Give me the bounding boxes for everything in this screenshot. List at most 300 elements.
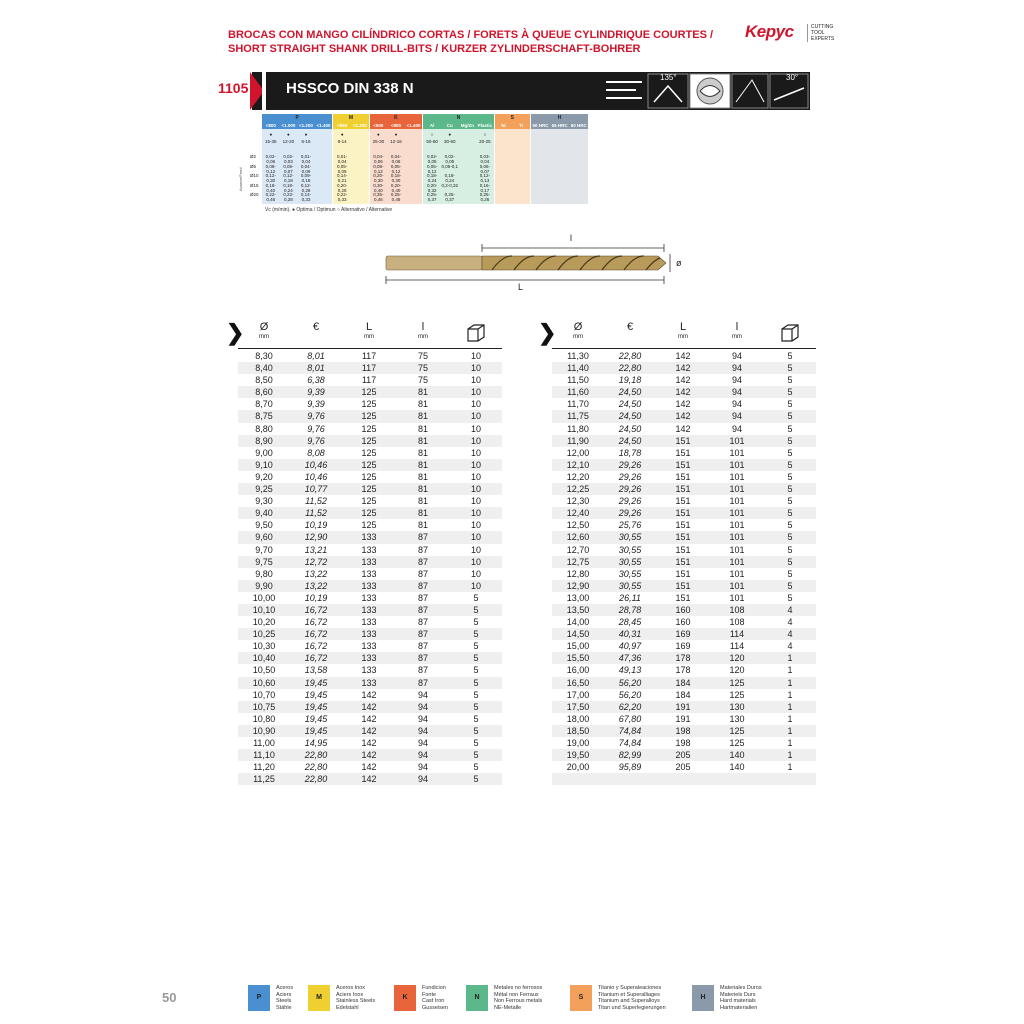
total-length-header (342, 322, 396, 341)
diameter-cell: 18,00 (566, 713, 590, 724)
sizes-table-right (552, 350, 816, 785)
table-row (238, 519, 502, 531)
total-length-cell: 142 (342, 701, 396, 713)
total-length-cell: 133 (361, 665, 377, 676)
flute-length-cell: 94 (710, 362, 764, 374)
feed-value: 0,08-0,12 (265, 163, 276, 174)
diameter-cell: 11,50 (567, 375, 589, 386)
material-key-text (598, 985, 678, 1011)
price-cell: 22,80 (290, 749, 342, 761)
diameter-header-unit: mm (259, 334, 269, 340)
table-row (238, 423, 502, 435)
flute-length-cell: 101 (729, 568, 745, 579)
total-length-cell: 133 (361, 617, 377, 628)
price-cell: 24,50 (604, 410, 656, 422)
price-cell: 56,20 (618, 689, 642, 700)
flute-length-header-symbol: l (735, 321, 739, 333)
split-point-icon (690, 74, 730, 108)
catalog-header (228, 28, 728, 56)
total-length-cell: 133 (342, 677, 396, 689)
material-subgroup-label: <1.200 (352, 123, 367, 128)
price-cell: 74,84 (618, 738, 642, 748)
vc-range: 25-30 (372, 139, 385, 144)
flute-length-cell: 108 (710, 604, 764, 616)
total-length-cell: 142 (342, 749, 396, 761)
pack-qty-cell: 5 (787, 375, 793, 386)
price-cell: 8,01 (307, 351, 325, 361)
total-length-cell: 142 (675, 375, 691, 386)
pack-qty-cell: 10 (450, 410, 502, 422)
table-row (238, 386, 502, 398)
pack-qty-cell: 5 (450, 628, 502, 640)
feed-value: 0,22-0,46 (265, 192, 276, 202)
brand-tagline: CUTTING TOOL EXPERTS (807, 24, 834, 42)
total-length-cell: 198 (656, 725, 710, 737)
pack-qty-cell: 4 (764, 628, 816, 640)
table-row (552, 471, 816, 483)
diameter-cell: 12,00 (566, 447, 590, 458)
vc-mark: ○ (483, 132, 487, 137)
material-key-line: Steels (276, 998, 292, 1004)
material-subgroups (531, 122, 588, 129)
diameter-cell: 10,30 (252, 641, 276, 652)
vc-range: 50-60 (426, 139, 438, 144)
table-row (238, 592, 502, 604)
table-row (552, 519, 816, 531)
table-row (238, 773, 502, 785)
pack-qty-cell: 5 (450, 725, 502, 737)
flute-length-cell: 87 (417, 592, 428, 603)
material-subgroup-label: <1.000 (281, 123, 296, 128)
pack-qty-cell: 4 (787, 617, 793, 628)
table-row (552, 398, 816, 410)
flute-length-cell: 94 (710, 410, 764, 422)
material-subgroups (370, 122, 423, 129)
flute-length-cell: 108 (729, 617, 745, 628)
total-length-cell: 151 (656, 435, 710, 447)
price-cell: 28,45 (618, 617, 642, 628)
pack-qty-cell: 5 (764, 507, 816, 519)
vc-range-row (495, 138, 530, 147)
table-row (552, 459, 816, 471)
price-cell: 56,20 (604, 677, 656, 689)
feed-value: 0,25-0,37 (444, 192, 455, 202)
price-cell: 25,76 (618, 520, 642, 531)
flute-length-cell: 87 (396, 677, 450, 689)
header-line-1: BROCAS CON MANGO CILÍNDRICO CORTAS / FORETS À QUEUE CYLINDRIQUE COURTES / (228, 29, 714, 41)
table-row (238, 580, 502, 592)
feed-value: 0,14-0,33 (300, 192, 312, 202)
drill-bit-drawing (382, 232, 692, 292)
pack-qty-cell: 5 (787, 423, 793, 434)
feed-value: 0,18-0,24 (427, 173, 438, 183)
total-length-header-symbol: L (679, 321, 687, 333)
diameter-cell: 12,25 (552, 483, 604, 495)
vc-range-row (333, 138, 368, 147)
price-cell: 10,46 (304, 471, 328, 482)
flute-length-cell: 81 (396, 410, 450, 422)
material-subgroup-label: 60 HRC (570, 123, 587, 128)
feed-value: 0,09-0,18 (300, 173, 312, 183)
price-cell: 9,76 (290, 435, 342, 447)
table-row (238, 374, 502, 386)
total-length-cell: 151 (656, 507, 710, 519)
material-group-label: S (495, 114, 530, 122)
feed-diameter: Ø20 (250, 192, 259, 197)
table-row (238, 725, 502, 737)
diameter-header (238, 322, 290, 341)
total-length-cell: 142 (342, 725, 396, 737)
diameter-cell: 8,90 (238, 435, 290, 447)
flute-length-cell: 81 (417, 496, 428, 507)
flute-length-header (396, 322, 450, 341)
material-subgroup-label: Cu (446, 123, 453, 128)
pack-qty-cell: 5 (787, 520, 793, 531)
total-length-cell: 151 (656, 483, 710, 495)
feed-value: 0,20-0,28 (337, 182, 348, 193)
material-subgroup-label: Al (429, 123, 435, 128)
pack-qty-cell: 1 (764, 652, 816, 664)
price-cell: 24,50 (604, 435, 656, 447)
flute-length-cell: 101 (729, 520, 745, 531)
price-cell: 16,72 (290, 652, 342, 664)
pack-qty-cell: 10 (450, 580, 502, 592)
total-length-cell: 142 (656, 410, 710, 422)
total-length-cell: 160 (675, 617, 691, 628)
flute-length-cell: 101 (729, 544, 745, 555)
flute-length-label: l (570, 233, 572, 243)
table-row (552, 604, 816, 616)
table-row (238, 701, 502, 713)
diameter-cell: 10,90 (238, 725, 290, 737)
total-length-cell: 125 (361, 496, 377, 507)
material-key-line: NE-Metalle (494, 1004, 522, 1011)
material-subgroups (423, 122, 493, 129)
material-subgroup-label: Mg/Zn (460, 123, 474, 128)
flute-length-cell: 94 (731, 423, 742, 434)
price-cell: 95,89 (618, 762, 642, 773)
pack-qty-cell: 5 (764, 483, 816, 495)
header-rule (552, 348, 816, 349)
flute-length-cell: 87 (396, 531, 450, 543)
feed-value: 0,16-0,17 (479, 182, 491, 193)
vc-range-row (370, 138, 423, 147)
pack-qty-cell: 1 (787, 689, 793, 700)
diameter-cell: 12,60 (552, 531, 604, 543)
diameter-cell: 8,30 (255, 351, 273, 361)
pack-qty-cell: 1 (787, 713, 793, 724)
flute-length-cell: 130 (710, 701, 764, 713)
diameter-cell: 19,50 (552, 749, 604, 761)
diameter-cell: 20,00 (566, 762, 590, 773)
diameter-cell: 16,50 (552, 677, 604, 689)
feed-value: 0,05-0,07 (283, 163, 294, 174)
total-length-cell: 178 (675, 665, 691, 676)
pack-qty-cell: 10 (450, 556, 502, 568)
material-key-line: Aciers Inox (336, 991, 364, 998)
vc-mark: ● (287, 132, 290, 137)
feed-value: 0,06-0,07 (479, 163, 491, 174)
material-key-line: Aciers (276, 991, 292, 998)
flute-length-cell: 81 (396, 386, 450, 398)
price-cell: 62,20 (604, 701, 656, 713)
price-cell: 8,08 (307, 447, 325, 458)
flute-length-cell: 87 (417, 665, 428, 676)
table-row (238, 471, 502, 483)
flute-length-cell: 101 (710, 459, 764, 471)
table-row (552, 580, 816, 592)
flute-length-cell: 114 (710, 628, 764, 640)
helix-angle-label: 30° (786, 73, 799, 82)
material-subgroup-label: <800 (390, 123, 402, 128)
pack-qty-cell: 10 (450, 362, 502, 374)
vc-mark: ● (448, 132, 452, 137)
total-length-cell: 191 (675, 713, 691, 724)
pack-qty-cell: 10 (470, 423, 481, 434)
flute-length-cell: 114 (729, 641, 745, 652)
price-cell: 9,39 (307, 399, 325, 410)
vc-range: 12-16 (390, 139, 402, 144)
material-key-swatch: K (394, 985, 416, 1011)
diameter-cell: 11,90 (552, 435, 604, 447)
price-cell: 29,26 (618, 496, 642, 507)
flute-length-cell: 87 (396, 628, 450, 640)
feed-value: 0,12-0,28 (300, 182, 312, 193)
diameter-cell: 12,80 (566, 568, 590, 579)
total-length-cell: 191 (656, 701, 710, 713)
price-cell: 82,99 (604, 749, 656, 761)
pack-qty-cell: 1 (787, 738, 793, 748)
vc-mark: ● (269, 132, 273, 137)
flute-length-cell: 94 (396, 773, 450, 785)
diameter-cell: 11,75 (552, 410, 604, 422)
material-group-S (495, 114, 530, 204)
feed-value: 0,35-0,46 (373, 192, 384, 202)
pack-qty-cell: 10 (470, 375, 481, 386)
vc-range: 20-25 (479, 139, 491, 144)
total-length-cell: 142 (656, 362, 710, 374)
flute-length-cell: 94 (417, 689, 428, 700)
total-length-cell: 133 (342, 531, 396, 543)
pack-qty-cell: 10 (450, 531, 502, 543)
flute-length-cell: 87 (396, 652, 450, 664)
price-cell: 16,72 (290, 604, 342, 616)
table-row (238, 652, 502, 664)
feed-value: 0,02-0,05 (427, 154, 438, 164)
diameter-cell: 12,10 (552, 459, 604, 471)
table-row (238, 677, 502, 689)
table-row (238, 556, 502, 568)
brand-word: Kepyc (745, 22, 794, 41)
vc-mark: ● (394, 132, 398, 137)
price-cell: 30,55 (604, 580, 656, 592)
price-cell: 30,55 (618, 568, 642, 579)
flute-length-cell: 75 (417, 375, 428, 386)
diameter-cell: 11,40 (552, 362, 604, 374)
total-length-cell: 151 (656, 531, 710, 543)
feed-value: 0,12-0,18 (283, 173, 294, 183)
table-row (552, 362, 816, 374)
feed-value: 0,02-0,05 (444, 154, 455, 164)
drill-tip-icon (732, 74, 768, 108)
left-table-arrow-icon: ❯ (226, 320, 245, 345)
price-cell: 24,50 (618, 399, 642, 410)
flute-length-cell: 81 (396, 483, 450, 495)
flute-length-cell (710, 773, 764, 785)
price-cell: 22,80 (304, 762, 328, 773)
feed-value: 0,02-0,06 (265, 154, 276, 164)
diameter-cell: 9,00 (255, 447, 273, 458)
pack-qty-cell: 5 (764, 386, 816, 398)
price-cell: 30,55 (618, 544, 642, 555)
total-length-cell: 133 (361, 568, 377, 579)
flute-length-cell: 94 (417, 713, 428, 724)
pack-qty-cell: 5 (473, 592, 479, 603)
pack-qty-cell: 5 (764, 410, 816, 422)
material-subgroups (262, 122, 332, 129)
total-length-cell: 151 (656, 580, 710, 592)
pack-qty-cell: 5 (473, 738, 479, 748)
diameter-header (552, 322, 604, 341)
material-key-line: Titan und Superlegierungen (598, 1004, 666, 1011)
total-length-cell: 142 (675, 351, 691, 361)
total-length-cell: 117 (361, 375, 377, 386)
pack-qty-cell: 5 (473, 762, 479, 773)
pack-qty-cell: 5 (764, 580, 816, 592)
vc-mark: ○ (430, 132, 434, 137)
price-cell: 47,36 (604, 652, 656, 664)
material-key-line: Non Ferrous metals (494, 998, 543, 1004)
diameter-cell: 8,60 (238, 386, 290, 398)
material-key-line: Hard materials (720, 998, 756, 1004)
diameter-cell: 9,25 (238, 483, 290, 495)
feed-value: 0,12-0,13 (479, 173, 491, 183)
price-header (290, 322, 342, 333)
table-row (552, 350, 816, 362)
feed-value: 0,25-0,26 (479, 192, 491, 202)
diameter-cell: 12,75 (552, 556, 604, 568)
pack-qty-cell: 4 (787, 641, 793, 652)
table-row (552, 568, 816, 580)
table-row (238, 640, 502, 652)
material-key-line: Materiales Duros (720, 985, 762, 991)
total-length-cell: 142 (656, 386, 710, 398)
material-key-line: Fonte (422, 991, 437, 998)
diameter-cell: 9,30 (255, 496, 273, 507)
table-row (552, 677, 816, 689)
point-angle-label: 135° (660, 73, 677, 82)
price-cell: 19,18 (618, 375, 642, 386)
total-length-cell: 151 (675, 520, 691, 531)
diameter-cell: 12,90 (552, 580, 604, 592)
pack-qty-cell: 1 (764, 677, 816, 689)
pack-qty-cell: 10 (470, 351, 481, 361)
pack-qty-cell: 5 (764, 531, 816, 543)
flute-length-cell: 125 (729, 738, 745, 748)
pack-qty-cell: 10 (470, 496, 481, 507)
flute-length-cell: 101 (729, 592, 745, 603)
diameter-cell: 12,30 (566, 496, 590, 507)
pack-qty-cell: 5 (450, 701, 502, 713)
total-length-cell: 151 (675, 447, 691, 458)
flute-length-cell: 140 (729, 762, 745, 773)
total-length-cell: 133 (342, 604, 396, 616)
diameter-cell: 9,70 (255, 544, 273, 555)
price-cell: 28,78 (604, 604, 656, 616)
pack-qty-cell: 4 (764, 604, 816, 616)
total-length-cell: 125 (342, 507, 396, 519)
price-cell: 24,50 (604, 386, 656, 398)
pack-qty-cell: 5 (787, 568, 793, 579)
diameter-cell: 18,50 (552, 725, 604, 737)
table-row (238, 737, 502, 749)
total-length-header-symbol: L (365, 321, 373, 333)
header-rule (238, 348, 502, 349)
diameter-cell: 12,50 (566, 520, 590, 531)
price-cell: 30,55 (604, 531, 656, 543)
table-row (238, 435, 502, 447)
table-row (552, 616, 816, 628)
price-cell: 74,84 (604, 725, 656, 737)
flute-length-cell: 81 (417, 471, 428, 482)
pack-qty-cell: 10 (450, 507, 502, 519)
flute-length-cell: 87 (417, 544, 428, 555)
total-length-cell: 125 (342, 459, 396, 471)
pack-qty-cell: 5 (764, 556, 816, 568)
flute-length-cell: 87 (396, 604, 450, 616)
pack-qty-cell: 5 (787, 592, 793, 603)
price-cell: 26,11 (619, 592, 641, 603)
material-group-label: N (423, 114, 493, 122)
total-length-cell: 125 (342, 410, 396, 422)
total-length-cell: 151 (675, 496, 691, 507)
pack-qty-cell: 5 (787, 351, 793, 361)
flute-length-cell: 87 (396, 556, 450, 568)
price-cell: 9,76 (307, 423, 325, 434)
flute-length-cell: 101 (710, 531, 764, 543)
total-length-cell: 125 (342, 483, 396, 495)
flute-length-cell: 81 (396, 459, 450, 471)
diameter-cell: 8,80 (255, 423, 273, 434)
vc-range-row (262, 138, 332, 147)
feed-value: 0,02-0,03 (283, 154, 294, 164)
diameter-cell: 10,20 (252, 617, 276, 628)
diameter-cell: 9,20 (255, 471, 273, 482)
material-key-line: Aceros (276, 985, 294, 991)
feed-value: 0,01-0,04 (337, 154, 348, 164)
diameter-cell: 10,25 (238, 628, 290, 640)
flute-length-cell: 101 (710, 435, 764, 447)
price-cell: 40,31 (604, 628, 656, 640)
price-header-symbol: € (626, 321, 634, 333)
price-cell (604, 773, 656, 785)
flute-length-cell: 87 (417, 641, 428, 652)
total-length-cell: 125 (342, 435, 396, 447)
total-length-cell: 125 (361, 399, 377, 410)
pack-qty-header (450, 322, 502, 346)
feed-value: 0,18-0,24 (444, 173, 455, 183)
price-cell: 22,80 (290, 773, 342, 785)
materials-feed-table (238, 114, 810, 204)
table-row (238, 664, 502, 676)
table-row (238, 531, 502, 543)
table-row (238, 604, 502, 616)
material-key-swatch: H (692, 985, 714, 1011)
price-cell: 13,58 (304, 665, 328, 676)
price-cell: 18,78 (618, 447, 642, 458)
table-row (552, 386, 816, 398)
pack-qty-cell: 5 (787, 471, 793, 482)
